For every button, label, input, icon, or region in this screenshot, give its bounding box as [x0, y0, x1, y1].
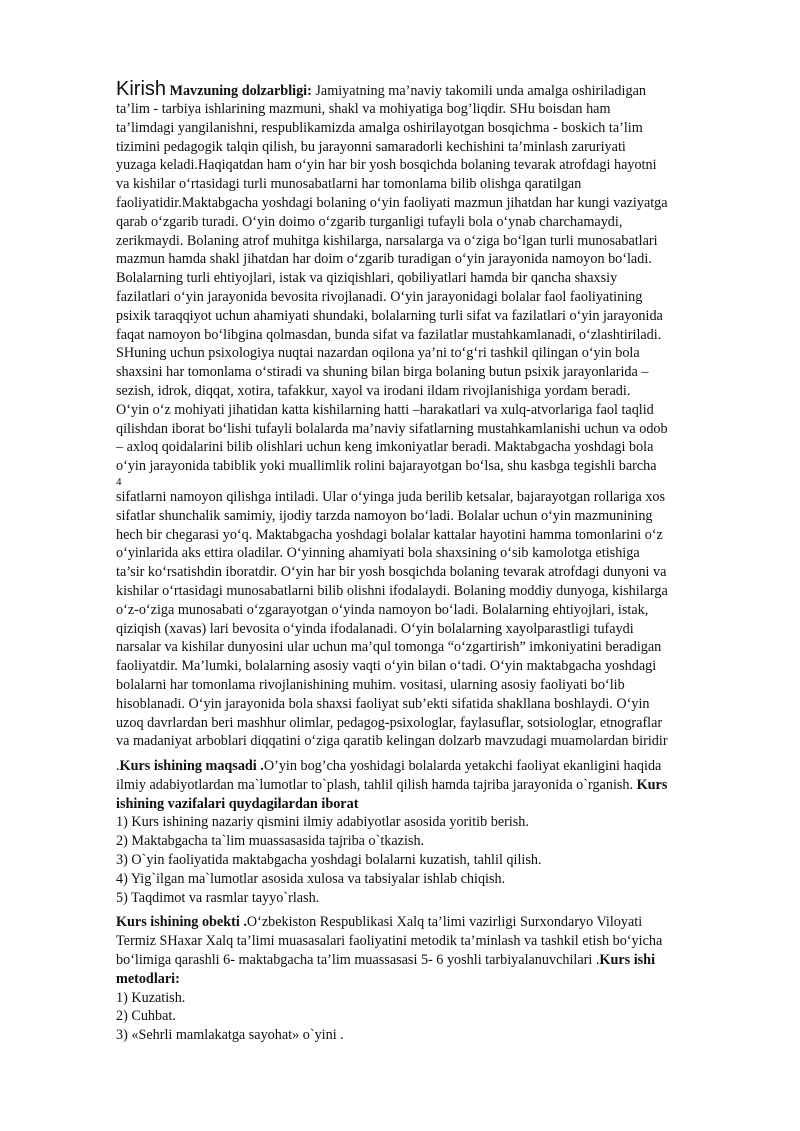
methods-heading-line: metodlari:: [116, 970, 180, 987]
object-line-2: Termiz SHaxar Xalq ta’limi muasasalari faoliyatini metodik ta’minlash va tashkil etish bo‘yicha: [116, 933, 663, 950]
text-line: mazmun hamda shakl jihatdan har doim o‘zgarib turadigan o‘yin jarayonida namoyon bo‘ladi.: [116, 251, 652, 268]
text-line: Bolalarning turli ehtiyojlari, istak va qiziqishlari, qobiliyatlari hamda bir qancha shaxsiy: [116, 270, 618, 287]
text-line: ta’limdagi yangilanishni, respublikamizda amalga oshirilayotgan bosqichma - boskich ta’lim: [116, 119, 643, 136]
text-line: kishilar o‘rtasidagi munosabatlarni bilib olishni ifodalaydi. Bolaning moddiy dunyoga, kishilarga: [116, 582, 668, 599]
intro-title: Kirish: [116, 78, 167, 100]
text-line: – axloq qoidalarini bilib olishlari uchun keng imkoniyatlar beradi. Maktabgacha yoshdagi bola: [116, 439, 654, 456]
text-line: o‘yinlarida aks ettira oladilar. O‘yinning ahamiyati bola shaxsining o‘sib kamolotga etishiga: [116, 545, 640, 562]
continuation-paragraph: [116, 488, 746, 751]
text-line: sezish, idrok, diqqat, xotira, tafakkur, xayol va irodani ildam rivojlanishiga yordam beradi.: [116, 382, 631, 399]
methods-list: [116, 989, 746, 1045]
text-line: qiziqish (xavas) lari bevosita o‘yinda ifodalanadi. O‘yin bolalarning xayolparastligi tufaydi: [116, 620, 634, 637]
text-line: narsalar va kishilar dunyosini ular uchun ma’qul tomonga “o‘zgartirish” imkoniyatini beradigan: [116, 639, 662, 656]
goal-line-1: .Kurs ishining maqsadi .O’yin bog’cha yoshidagi bolalarda yetakchi faoliyat ekanligini haqida: [116, 758, 662, 775]
text-line: uzoq davrlardan beri mashhur olimlar, pedagog-psixologlar, faylasuflar, sotsiologlar, etnograflar: [116, 714, 663, 731]
goal-line-2: ilmiy adabiyotlardan ma`lumotlar to`plash, tahlil qilish hamda tajriba jarayonida o`rganish. Kurs: [116, 776, 668, 793]
list-item: 4) Yig`ilgan ma`lumotlar asosida xulosa va tabsiyalar ishlab chiqish.: [116, 870, 506, 887]
object-line-3: bo‘limiga qarashli 6- maktabgacha ta’lim muassasasi 5- 6 yoshli tarbiyalanuvchilari .Kurs ishi: [116, 952, 656, 969]
list-item: 3) O`yin faoliyatida maktabgacha yoshdagi bolalarni kuzatish, tahlil qilish.: [116, 852, 542, 869]
text-line: ta’lim - tarbiya ishlarining mazmuni, shakl va mohiyatiga bog’liqdir. SHu boisdan ham: [116, 101, 611, 117]
text-line: hech bir chegarasi yo‘q. Maktabgacha yoshdagi bolalar kattalar hayotini hamma tomonlarini o‘z: [116, 526, 663, 543]
tasks-heading-line: ishining vazifalari quydagilardan iborat: [116, 795, 359, 812]
list-item: 2) Maktabgacha ta`lim muassasasida tajriba o`tkazish.: [116, 833, 425, 850]
list-item: 2) Cuhbat.: [116, 1008, 176, 1025]
text-line: o‘z-o‘ziga munosabati o‘zgarayotgan o‘yinda namoyon bo‘ladi. Bolalarning ehtiyojlari, istak,: [116, 601, 649, 618]
text-line: faoliyatdir. Ma’lumki, bolalarning asosiy vaqti o‘yin bilan o‘tadi. O‘yin maktabgacha yoshdagi: [116, 658, 657, 675]
object-line-1: Kurs ishining obekti .O‘zbekiston Respublikasi Xalq ta’limi vazirligi Surxondaryo Viloyati: [116, 914, 643, 931]
object-section: [116, 913, 746, 988]
relevance-heading: Mavzuning dolzarbligi:: [169, 83, 312, 99]
text-line: sifatlar shunchalik samimiy, ijodiy tarzda namoyon bo‘ladi. Bolalar uchun o‘yin mazmunining: [116, 507, 653, 524]
methods-heading: Kurs ishi: [599, 952, 656, 969]
list-item: 1) Kurs ishining nazariy qismini ilmiy adabiyotlar asosida yoritib berish.: [116, 814, 529, 831]
list-item: 5) Taqdimot va rasmlar tayyo`rlash.: [116, 889, 320, 906]
goal-heading: Kurs ishining maqsadi .: [119, 758, 264, 775]
text-line: faqat namoyon bo‘libgina qolmasdan, bunda sifat va fazilatlar mustahkamlanadi, o‘zlashtiriladi.: [116, 326, 662, 343]
text-line: va madaniyat arboblari diqqatini o‘ziga qaratib kelingan dolzarb mavzudagi muamolardan biridir: [116, 733, 668, 750]
text-line: ta’sir ko‘rsatishdin iboratdir. O‘yin har bir yosh bosqichda bolaning tevarak atrofdagi dunyoni va: [116, 564, 667, 581]
text-line: o‘yin jarayonida tabiblik yoki muallimlik rolini bajarayotgan bo‘lsa, shu kasbga tegishli barcha: [116, 458, 657, 475]
document-page: [116, 78, 746, 1045]
text-line: qarab o‘zgarib turadi. O‘yin doimo o‘zgarib turganligi tufayli bola o‘ynab charchamaydi,: [116, 213, 623, 230]
goal-section: [116, 757, 746, 813]
text-line: O‘yin o‘z mohiyati jihatidan katta kishilarning hatti –harakatlari va xulq-atvorlariga faol taqlid: [116, 401, 654, 418]
text-line: hisoblanadi. O‘yin jarayonida bola shaxsi faoliyat sub’ekti sifatida shakllana boshlaydi. O‘yin: [116, 695, 650, 712]
text-line: SHuning uchun psixologiya nuqtai nazardan oqilona ya’ni to‘g‘ri tashkil qilingan o‘yin bola: [116, 345, 640, 362]
text-line: faoliyatidir.Maktabgacha yoshdagi bolaning o‘yin faoliyati mazmun jihatdan har kungi vaziyatga: [116, 194, 668, 211]
text-line: shaxsini har tomonlama o‘stiradi va shuning bilan birga bolaning butun psixik jarayonlarida –: [116, 364, 649, 381]
text-line: tizimini pedagogik talqin qilish, bu jarayonni samaradorli kechishini ta’minlash zaruriyati: [116, 138, 626, 155]
text-line: sifatlarni namoyon qilishga intiladi. Ular o‘yinga juda berilib ketsalar, bajarayotgan rollariga xos: [116, 488, 666, 505]
object-heading: Kurs ishining obekti .: [116, 914, 247, 931]
text-line: qilishdan iborat bo‘lishi tufayli bolalarda ma’naviy sifatlarning mustahkamlanishi uchun va odob: [116, 420, 668, 437]
page-number: 4: [116, 475, 122, 488]
text-line: bolalarni har tomonlama rivojlanishining muhim. vositasi, ularning asosiy faoliyati bo‘lib: [116, 676, 625, 693]
list-item: 1) Kuzatish.: [116, 989, 186, 1006]
list-item: 3) «Sehrli mamlakatga sayohat» o`yini .: [116, 1027, 344, 1044]
text-line: psixik taraqqiyot uchun ahamiyati shundaki, bolalarning turli sifat va fazilatlari o‘yin jarayonida: [116, 307, 663, 324]
tasks-heading: Kurs: [636, 776, 668, 793]
text-line: yuzaga keladi.Haqiqatdan ham o‘yin har bir yosh bosqichda bolaning tevarak atrofdagi hayotni: [116, 157, 657, 174]
text-line: fazilatlari o‘yin jarayonida bevosita rivojlanadi. O‘yin jarayonidagi bolalar faol faoliyatining: [116, 288, 643, 305]
text-line: va kishilar o‘rtasidagi turli munosabatlarni har tomonlama bilib olishga qaratilgan: [116, 176, 582, 193]
relevance-first-line: Jamiyatning ma’naviy takomili unda amalga oshiriladigan: [311, 83, 646, 99]
text-line: zerikmaydi. Bolaning atrof muhitga kishilarga, narsalarga va o‘ziga bo‘lgan turli munosabatlari: [116, 232, 658, 249]
tasks-list: [116, 813, 746, 907]
intro-line: [116, 78, 746, 100]
relevance-paragraph: [116, 100, 746, 476]
